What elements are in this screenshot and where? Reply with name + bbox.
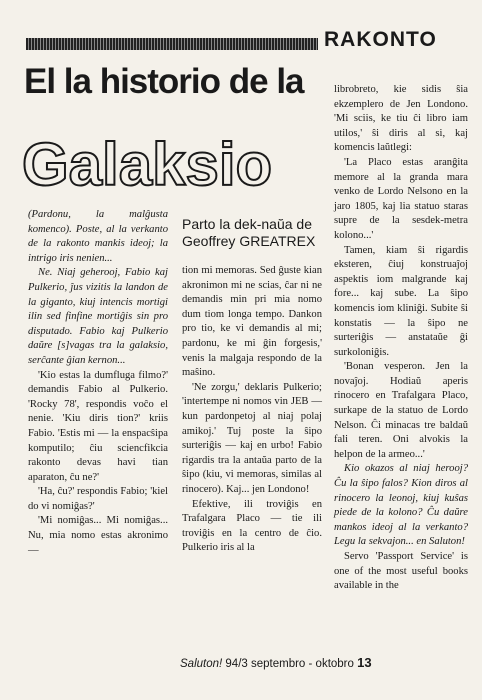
paragraph: 'La Placo estas aranĝita memore al la granda mara venko de Lordo Nelsono en la jaro 1805, kaj lia statuo staras supre de la sesdek-metra kolono...' (334, 156, 468, 241)
article-title-line2: Galaksio (22, 131, 273, 198)
paragraph: (Pardonu, la malĝusta komenco). Poste, al la verkanto de la rakonto mankis ideoj; la intrigo iris nenien... (28, 209, 168, 264)
paragraph: 'Ha, ĉu?' respondis Fabio; 'kiel do vi nomiĝas?' (28, 486, 168, 512)
paragraph: librobreto, kie sidis ŝia ekzemplero de Jen Londono. 'Mi sciis, ke tiu ĉi libro iam utilos,' ŝi diris al si, kaj komencis laŭtlegi: (334, 84, 468, 154)
column-3 (334, 83, 468, 594)
article-title-line1: El la historio de la (24, 62, 304, 101)
paragraph: 'Kio estas la dumfluga filmo?' demandis Fabio al Pulkerio. 'Rocky 78', respondis voĉo el nenie. 'Kiu diris tion?' kriis Fabio. 'Estis mi — la enspacŝipa komputilo; ĉiu sciencfikcia rakonto devas havi tian aparaton, ĉu ne?' (28, 369, 168, 483)
paragraph: Kio okazos al niaj herooj? Ĉu la ŝipo falos? Kion diros al rinocero la leonoj, kiuj kuŝas piede de la kolono? Ĉu daŭre mankos ideoj al la verkanto? Legu la sekvajon... en Saluton! (334, 463, 468, 548)
issue-months: septembro - oktobro (251, 658, 354, 670)
byline: Parto la dek-naŭa de Geoffrey GREATREX (182, 216, 316, 249)
paragraph: Efektive, ili troviĝis en Trafalgara Placo — tie ili troviĝis en la centro de ĉio. Pulkerio iris al la (182, 498, 322, 554)
column-2 (182, 264, 322, 556)
page-number: 13 (357, 655, 372, 670)
issue-number: 94/3 (225, 658, 248, 670)
page-footer (180, 655, 462, 670)
section-title: RAKONTO (324, 28, 437, 51)
magazine-name: Saluton! (180, 658, 223, 670)
paragraph: 'Ne zorgu,' deklaris Pulkerio; 'intertempe ni nomos vin JEB — kun pardonpetoj al niaj polaj amikoj.' Tuj poste la ŝipo surteriĝis — kaj en urbo! Fabio rigardis tra la antaŭa parto de la ŝipo (kiu, vi memoras, similas al rinocero). Kaj... jen Londono! (182, 381, 322, 495)
paragraph: Ne. Niaj geherooj, Fabio kaj Pulkerio, ĵus vizitis la landon de la giganto, kiuj intencis mortigi ilin sed finfine mortiĝis sin pro disputado. Fabio kaj Pulkerio daŭre [s]vagas tra la galaksio, serĉante ĝian kernon... (28, 267, 168, 366)
column-1 (28, 208, 168, 558)
paragraph: tion mi memoras. Sed ĝuste kian akronimon mi ne scias, ĉar ni ne demandis min pri mia nomo dum tiom longa tempo. Dankon pro tio, ke vi demandis al mi; pardonu, ke mi ĝin forgesis,' venis la malgaja respondo de la maŝino. (182, 265, 322, 379)
paragraph: 'Bonan vesperon. Jen la novaĵoj. Hodiaŭ aperis rinocero en Trafalgara Placo, surkape de la statuo de Lordo Nelson. Ĉi minacas tre baldaŭ fali teren. Oni alvokis la helpon de la armeo...' (334, 361, 468, 460)
header-rule (26, 38, 318, 50)
paragraph: Servo 'Passport Service' is one of the most useful books available in the (334, 551, 468, 592)
paragraph: 'Mi nomiĝas... Mi nomiĝas... Nu, mia nomo estas akronimo — (28, 515, 168, 556)
paragraph: Tamen, kiam ŝi rigardis eksteren, ĉiuj konstruaĵoj aspektis iom malgrande kaj fore... kaj sube. La ŝipo komencis iom kliniĝi. Subite ŝi konstatis — la ŝipo ne surteriĝis — anstataŭe ĝi surkoloniĝis. (334, 244, 468, 358)
